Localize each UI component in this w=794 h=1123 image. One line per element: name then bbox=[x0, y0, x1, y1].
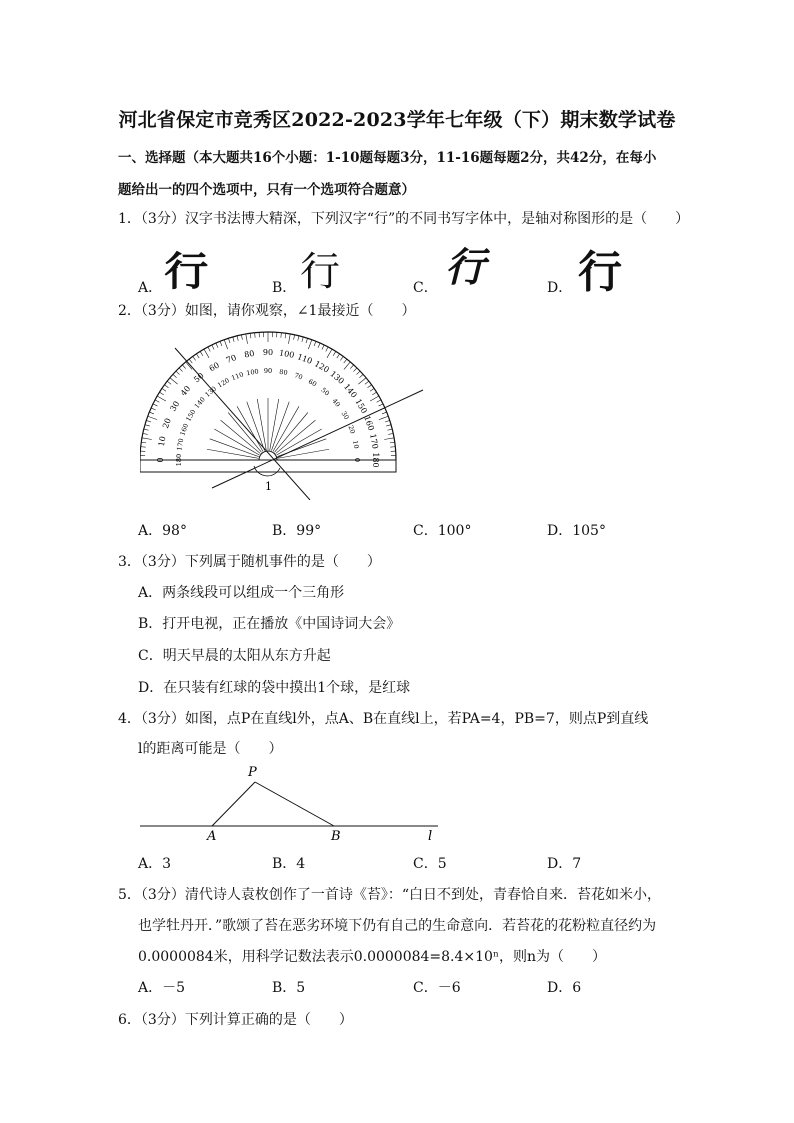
protractor-inner-label: 110 bbox=[230, 370, 245, 383]
protractor-tick bbox=[358, 378, 366, 384]
protractor-outer-label: 130 bbox=[328, 369, 346, 387]
protractor-tick bbox=[333, 351, 336, 355]
protractor-inner-label: 160 bbox=[178, 422, 191, 437]
protractor-tick bbox=[390, 442, 395, 443]
protractor-tick bbox=[390, 447, 395, 448]
q5-option-a-text: －5 bbox=[162, 980, 186, 996]
section-header-line2: 题给出一的四个选项中，只有一个选项符合题意） bbox=[118, 182, 415, 198]
protractor-tick bbox=[141, 442, 146, 443]
protractor-outer-label: 60 bbox=[207, 360, 221, 374]
question-5-stem-line1: 5．（3分）清代诗人袁枚创作了一首诗《苔》：“白日不到处，青春恰自来．苔花如米小， bbox=[118, 887, 661, 903]
protractor-tick bbox=[385, 420, 390, 422]
q1-glyph-a: 行 bbox=[164, 248, 202, 295]
protractor-tick bbox=[173, 374, 177, 377]
q4-option-d[interactable] bbox=[547, 853, 581, 873]
segment-pb bbox=[255, 782, 334, 826]
protractor-tick bbox=[294, 335, 295, 340]
q4-option-b-text: 4 bbox=[296, 856, 306, 872]
protractor-tick bbox=[379, 404, 383, 406]
protractor-inner-label: 120 bbox=[216, 376, 231, 390]
protractor-tick bbox=[151, 408, 156, 410]
protractor-tick bbox=[189, 359, 192, 363]
q3-option-c-label: C． bbox=[138, 648, 163, 664]
q3-option-d-text: 在只装有红球的袋中摸出1个球，是红球 bbox=[163, 680, 411, 696]
angle-1-arc bbox=[254, 466, 280, 476]
protractor-tick bbox=[179, 368, 182, 372]
q3-option-d-label: D． bbox=[138, 680, 164, 696]
q1-glyph-b: 行 bbox=[300, 249, 340, 295]
q2-option-d-text: 105° bbox=[572, 523, 606, 539]
protractor-tick bbox=[337, 354, 340, 358]
q4-option-a-text: 3 bbox=[162, 856, 172, 872]
protractor-tick bbox=[159, 392, 163, 395]
q4-option-c-label: C． bbox=[413, 856, 438, 872]
protractor-tick bbox=[237, 336, 238, 341]
protractor-inner-label: 150 bbox=[184, 408, 198, 423]
q4-option-b[interactable] bbox=[272, 853, 305, 873]
protractor-outer-label: 0 bbox=[156, 457, 165, 463]
protractor-inner-label: 30 bbox=[339, 409, 351, 422]
angle-ray-1 bbox=[175, 348, 310, 500]
q2-option-b-label: B． bbox=[272, 523, 297, 539]
protractor-inner-label: 0 bbox=[353, 457, 361, 463]
question-4-stem-line1: 4．（3分）如图，点P在直线l外，点A、B在直线l上，若PA=4，PB=7，则点P到直线 bbox=[118, 711, 649, 727]
protractor-tick bbox=[246, 334, 248, 344]
protractor-inner-label: 20 bbox=[346, 424, 357, 435]
protractor-inner-label: 80 bbox=[278, 367, 289, 378]
protractor-tick bbox=[141, 447, 146, 448]
protractor-tick bbox=[155, 400, 159, 402]
protractor-tick bbox=[233, 337, 234, 342]
protractor-tick bbox=[255, 333, 256, 338]
question-5-stem-line3: 0.0000084米，用科学记数法表示0.0000084=8.4×10ⁿ，则n为（ ） bbox=[138, 949, 607, 965]
protractor-tick bbox=[170, 378, 178, 384]
protractor-tick bbox=[384, 438, 394, 440]
protractor-tick bbox=[224, 340, 227, 349]
protractor-outer-label: 40 bbox=[178, 384, 193, 398]
q3-option-b-label: B． bbox=[138, 616, 163, 632]
protractor-tick bbox=[281, 333, 282, 338]
protractor-tick bbox=[212, 345, 214, 349]
q5-option-b[interactable] bbox=[272, 977, 305, 997]
protractor-outer-label: 160 bbox=[362, 414, 376, 432]
protractor-tick bbox=[326, 347, 328, 351]
q4-option-c[interactable] bbox=[413, 853, 447, 873]
q5-option-c-label: C． bbox=[413, 980, 438, 996]
q2-option-b[interactable] bbox=[272, 520, 321, 540]
q3-option-d[interactable] bbox=[138, 677, 410, 697]
q1-option-c[interactable]: C． bbox=[413, 280, 438, 296]
protractor-tick bbox=[167, 381, 171, 384]
q3-option-c-text: 明天早晨的太阳从东方升起 bbox=[162, 648, 331, 664]
protractor-tick bbox=[308, 340, 311, 349]
protractor-outer-label: 50 bbox=[192, 370, 206, 385]
protractor-tick bbox=[302, 337, 303, 342]
protractor-tick bbox=[370, 388, 374, 391]
q2-option-c[interactable] bbox=[413, 520, 471, 540]
protractor-outer-label: 20 bbox=[161, 416, 173, 430]
q2-option-d-label: D． bbox=[547, 523, 573, 539]
protractor-tick bbox=[193, 356, 196, 360]
section-header-line1: 一、选择题（本大题共16个小题：1-10题每题3分，11-16题每题2分，共42分，在每小 bbox=[118, 150, 657, 166]
protractor-tick bbox=[153, 404, 157, 406]
angle-1-label: 1 bbox=[265, 480, 272, 493]
protractor-tick bbox=[164, 385, 168, 388]
q3-option-b-text: 打开电视，正在播放《中国诗词大会》 bbox=[162, 616, 401, 632]
protractor-tick bbox=[142, 438, 152, 440]
protractor-tick bbox=[344, 362, 350, 370]
q5-option-b-label: B． bbox=[272, 980, 297, 996]
protractor-inner-label: 170 bbox=[175, 437, 186, 452]
protractor-outer-label: 150 bbox=[353, 397, 369, 416]
protractor-inner-label: 90 bbox=[263, 367, 273, 375]
q3-option-c[interactable] bbox=[138, 645, 331, 665]
protractor-outer-label: 80 bbox=[243, 348, 256, 360]
protractor-tick bbox=[353, 368, 356, 372]
point-line-figure bbox=[138, 760, 443, 845]
protractor-tick bbox=[145, 425, 150, 426]
q4-option-d-text: 7 bbox=[572, 856, 582, 872]
protractor-tick bbox=[377, 400, 381, 402]
protractor-inner-label: 130 bbox=[203, 384, 219, 399]
protractor-tick bbox=[143, 433, 148, 434]
protractor-figure bbox=[140, 320, 440, 500]
protractor-outer-label: 120 bbox=[312, 359, 331, 375]
point-p-label: P bbox=[248, 765, 257, 780]
q4-option-a-label: A． bbox=[138, 856, 163, 872]
protractor-tick bbox=[306, 338, 308, 343]
protractor-outer-label: 90 bbox=[262, 348, 274, 357]
question-4-stem-line2: l的距离可能是（ ） bbox=[138, 741, 283, 757]
q5-option-d[interactable] bbox=[547, 977, 581, 997]
protractor-tick bbox=[157, 396, 166, 401]
segment-pa bbox=[212, 782, 255, 826]
q2-option-a-text: 98° bbox=[162, 523, 187, 539]
protractor-tick bbox=[285, 333, 286, 338]
protractor-tick bbox=[370, 396, 379, 401]
protractor-tick bbox=[288, 334, 290, 344]
protractor-tick bbox=[208, 347, 210, 351]
q2-option-d[interactable] bbox=[547, 520, 606, 540]
question-2-stem: 2．（3分）如图，请你观察，∠1最接近（ ） bbox=[118, 303, 416, 319]
protractor-inner-label: 70 bbox=[293, 371, 304, 382]
q4-option-d-label: D． bbox=[547, 856, 573, 872]
q4-option-a[interactable] bbox=[138, 853, 171, 873]
protractor-tick bbox=[386, 425, 391, 426]
protractor-shape bbox=[140, 332, 423, 500]
protractor-inner-label: 140 bbox=[192, 395, 207, 411]
q3-option-b[interactable] bbox=[138, 613, 400, 633]
protractor-tick bbox=[368, 385, 372, 388]
q3-option-a[interactable] bbox=[138, 582, 344, 602]
protractor-tick bbox=[327, 349, 332, 358]
q2-option-a-label: A． bbox=[138, 523, 163, 539]
q1-option-b[interactable]: B． bbox=[272, 280, 297, 296]
protractor-tick bbox=[148, 416, 157, 419]
protractor-outer-label: 170 bbox=[368, 433, 380, 450]
q4-option-c-text: 5 bbox=[437, 856, 447, 872]
protractor-tick bbox=[144, 429, 149, 430]
protractor-inner-label: 10 bbox=[350, 439, 361, 450]
q5-option-d-text: 6 bbox=[572, 980, 582, 996]
protractor-inner-label: 100 bbox=[245, 367, 260, 378]
point-a-label: A bbox=[207, 829, 217, 844]
protractor-outer-label: 100 bbox=[278, 348, 295, 360]
protractor-tick bbox=[382, 412, 387, 414]
angle-ray-2 bbox=[212, 390, 423, 488]
protractor-tick bbox=[388, 433, 393, 434]
protractor-tick bbox=[216, 343, 218, 348]
protractor-tick bbox=[146, 420, 151, 422]
protractor-outer-label: 10 bbox=[156, 435, 168, 448]
protractor-tick bbox=[314, 341, 316, 346]
protractor-tick bbox=[182, 365, 185, 369]
line-l-label: l bbox=[428, 829, 433, 844]
protractor-tick bbox=[196, 354, 199, 358]
protractor-inner-label: 180 bbox=[175, 453, 183, 467]
protractor-tick bbox=[176, 371, 180, 374]
q2-option-c-text: 100° bbox=[437, 523, 472, 539]
question-5-stem-line2: 也学牡丹开．”歌颂了苔在恶劣环境下仍有自己的生命意向．若苔花的花粉粒直径约为 bbox=[138, 918, 657, 934]
protractor-outer-label: 30 bbox=[168, 399, 182, 413]
q5-option-a[interactable] bbox=[138, 977, 185, 997]
q1-option-a[interactable]: A． bbox=[138, 280, 163, 296]
q5-option-b-text: 5 bbox=[296, 980, 306, 996]
protractor-tick bbox=[387, 429, 392, 430]
protractor-tick bbox=[356, 371, 360, 374]
protractor-tick bbox=[318, 343, 320, 348]
question-6-stem: 6．（3分）下列计算正确的是（ ） bbox=[118, 1012, 353, 1028]
exam-title: 河北省保定市竞秀区2022-2023学年七年级（下）期末数学试卷 bbox=[118, 109, 676, 131]
protractor-tick bbox=[298, 336, 299, 341]
q1-option-d[interactable]: D． bbox=[547, 280, 573, 296]
q2-option-a[interactable] bbox=[138, 520, 187, 540]
protractor-inner-label: 50 bbox=[319, 386, 331, 398]
protractor-tick bbox=[220, 341, 222, 346]
q3-option-a-label: A． bbox=[138, 585, 163, 601]
point-b-label: B bbox=[331, 829, 341, 844]
protractor-outer-label: 110 bbox=[296, 352, 314, 366]
q2-option-b-text: 99° bbox=[296, 523, 322, 539]
protractor-tick bbox=[340, 356, 343, 360]
question-1-stem: 1．（3分）汉字书法博大精深，下列汉字“行”的不同书写字体中，是轴对称图形的是（ ） bbox=[118, 211, 690, 227]
protractor-tick bbox=[250, 333, 251, 338]
q5-option-c-text: －6 bbox=[437, 980, 461, 996]
protractor-tick bbox=[365, 381, 369, 384]
protractor-inner-label: 60 bbox=[306, 377, 319, 389]
q1-glyph-d: 行 bbox=[578, 247, 622, 298]
protractor-tick bbox=[350, 365, 353, 369]
q5-option-d-label: D． bbox=[547, 980, 573, 996]
q2-option-c-label: C． bbox=[413, 523, 438, 539]
protractor-tick bbox=[200, 351, 203, 355]
protractor-tick bbox=[241, 335, 242, 340]
protractor-tick bbox=[228, 338, 230, 343]
protractor-inner-label: 40 bbox=[330, 397, 342, 409]
protractor-tick bbox=[204, 349, 209, 358]
protractor-tick bbox=[344, 359, 347, 363]
protractor-tick bbox=[162, 388, 166, 391]
question-3-stem: 3．（3分）下列属于随机事件的是（ ） bbox=[118, 554, 381, 570]
protractor-outer-label: 180 bbox=[371, 452, 380, 468]
protractor-tick bbox=[379, 416, 388, 419]
q1-glyph-c: 行 bbox=[445, 244, 485, 291]
protractor-tick bbox=[359, 374, 363, 377]
protractor-outer-label: 70 bbox=[224, 353, 238, 365]
q5-option-c[interactable] bbox=[413, 977, 461, 997]
protractor-tick bbox=[322, 345, 324, 349]
q3-option-a-text: 两条线段可以组成一个三角形 bbox=[162, 585, 345, 601]
protractor-tick bbox=[372, 392, 376, 395]
protractor-outer-label: 140 bbox=[341, 382, 359, 400]
q4-option-b-label: B． bbox=[272, 856, 297, 872]
q5-option-a-label: A． bbox=[138, 980, 163, 996]
protractor-tick bbox=[149, 412, 154, 414]
